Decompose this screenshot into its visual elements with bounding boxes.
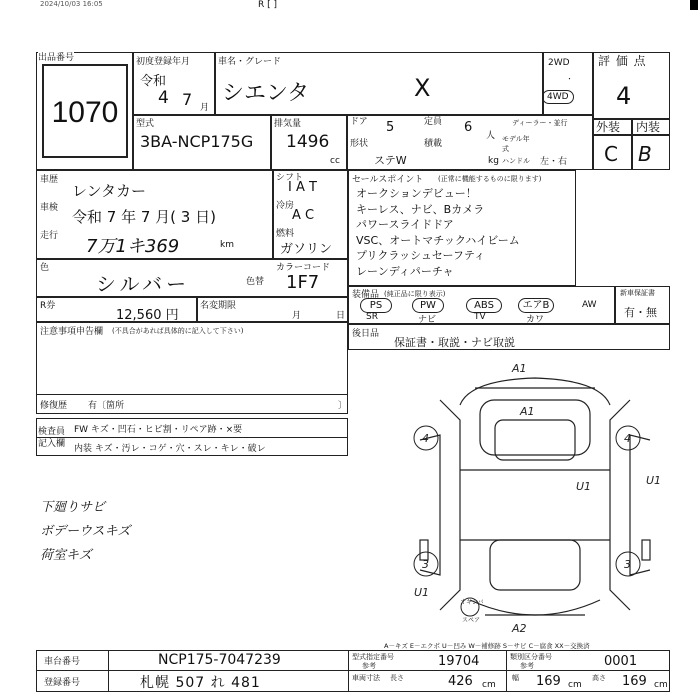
equip-leather: カワ: [526, 315, 545, 325]
selling-points-list: [356, 186, 520, 279]
color-change-label: 色替: [246, 277, 265, 287]
length-label: 長さ: [390, 674, 404, 682]
repair-value: 有〔箇所: [88, 401, 125, 411]
ac-label: 冷房: [276, 201, 295, 211]
width-unit: cm: [568, 680, 582, 690]
inspector-row-1: FW キズ・凹石・ヒビ割・リペア跡・×要: [74, 425, 243, 435]
height-value: 169: [622, 674, 647, 689]
selling-points-label: セールスポイント: [352, 175, 424, 185]
lot-box: [42, 64, 128, 158]
recycle-amount: 12,560 円: [116, 308, 179, 323]
inspector-label-2: 記入欄: [38, 439, 66, 449]
model-label: 型式: [136, 119, 155, 129]
drive-4wd-circled: 4WD: [542, 90, 574, 104]
handwritten-note-3: 荷室キズ: [40, 548, 92, 563]
car-damage-diagram: [400, 360, 670, 640]
kg-unit: kg: [488, 156, 499, 166]
reg-year: 4: [158, 88, 169, 108]
length-value: 426: [448, 674, 473, 689]
spare-mark: オキシバ: [460, 599, 484, 606]
doors-label: ドア: [350, 117, 368, 127]
first-reg-label: 初度登録年月: [136, 57, 191, 67]
chassis-number: NCP175-7047239: [158, 652, 281, 668]
corner-mark: [690, 0, 698, 10]
mileage-value: 7万1キ369: [86, 236, 180, 257]
shift-label: シフト: [276, 173, 304, 183]
exterior-grade: C: [604, 142, 618, 166]
month-unit: 月: [200, 103, 210, 113]
ref-label: 参考: [362, 662, 376, 670]
displacement-label: 排気量: [274, 119, 302, 129]
selling-point: プリクラッシュセーフティ: [356, 249, 486, 262]
lot-label: 出品番号: [38, 50, 74, 63]
color-value: シルバー: [96, 272, 191, 296]
reg-month: 7: [182, 90, 193, 109]
lot-number: 1070: [51, 96, 119, 129]
color-label: 色: [40, 263, 50, 273]
timestamp: 2024/10/03 16:05: [40, 0, 103, 8]
repair-label: 修復歴: [40, 401, 68, 411]
damage-mark: U1: [646, 474, 662, 487]
equip-ps: PS: [360, 298, 392, 313]
interior-label: 内装: [636, 120, 661, 134]
exterior-label: 外装: [596, 120, 621, 134]
type-no-label: 型式指定番号: [352, 653, 394, 661]
equipment-sublabel: (純正品に限り表示): [384, 290, 446, 298]
selling-point: VSC、オートマチックハイビーム: [356, 233, 520, 247]
grade: X: [414, 74, 431, 102]
damage-mark: 4: [422, 432, 429, 445]
model: 3BA-NCP175G: [140, 132, 254, 151]
damage-mark: U1: [576, 480, 592, 493]
repair-close: 〕: [338, 401, 348, 411]
damage-mark: A2: [512, 622, 527, 635]
handle-label: ハンドル: [502, 157, 530, 165]
car-name-label: 車名・グレード: [218, 57, 282, 67]
type-number: 19704: [438, 654, 480, 669]
equip-airbag: エアB: [518, 298, 554, 313]
equip-abs: ABS: [466, 298, 502, 313]
equip-tv: TV: [474, 312, 486, 322]
capacity-label: 定員: [424, 117, 443, 127]
km-unit: km: [220, 240, 234, 250]
color-code: 1F7: [286, 272, 320, 293]
shape: ステW: [374, 154, 407, 167]
expiry-month: 月: [292, 311, 302, 321]
inspector-label: 検査員: [38, 427, 66, 437]
class-no-label: 類別区分番号: [510, 653, 552, 661]
equip-sr: SR: [366, 312, 378, 322]
score-label: 評 価 点: [598, 54, 647, 68]
width-label: 幅: [512, 674, 519, 682]
drive-2wd: 2WD: [548, 58, 570, 68]
equip-aw: AW: [582, 300, 597, 310]
handwritten-note-1: 下廻りサビ: [40, 500, 106, 515]
interior-grade: B: [638, 142, 652, 166]
plate-number: 札幌 507 れ 481: [140, 675, 261, 691]
selling-point: レーンディパーチャ: [356, 264, 454, 278]
load-label: 積載: [424, 139, 443, 149]
doors: 5: [386, 120, 395, 135]
selling-point: オークションデビュー！: [356, 187, 477, 200]
fuel-label: 燃料: [276, 229, 295, 239]
color-code-label: カラーコード: [276, 263, 331, 273]
mileage-label: 走行: [40, 231, 59, 241]
damage-mark: 4: [624, 432, 631, 445]
post-input-label: 後日品: [352, 329, 380, 339]
displacement: 1496: [286, 132, 330, 152]
dealer-label: ディーラー・並行: [512, 119, 568, 127]
selling-point: キーレス、ナビ、Bカメラ: [356, 202, 485, 216]
size-label: 車両寸法: [352, 674, 380, 682]
damage-mark: A1: [520, 405, 535, 418]
history-value: レンタカー: [72, 182, 147, 200]
class-number: 0001: [604, 654, 638, 669]
ac-value: A C: [292, 208, 315, 223]
handle-value: 左・右: [540, 157, 568, 167]
history-label: 車歴: [40, 175, 59, 185]
post-input-value: 保証書・取説・ナビ取説: [394, 336, 515, 349]
person-unit: 人: [486, 131, 496, 141]
notes-label: 注意事項申告欄: [40, 327, 104, 337]
equipment-label: 装備品: [352, 290, 380, 300]
cc-unit: cc: [330, 156, 340, 166]
top-mark: R [ ]: [258, 0, 277, 10]
equip-navi: ナビ: [418, 315, 437, 325]
handwritten-note-2: ボデーウスキズ: [40, 524, 131, 539]
damage-mark: U1: [414, 586, 430, 599]
width-value: 169: [536, 674, 561, 689]
chassis-label: 車台番号: [44, 657, 81, 667]
length-unit: cm: [482, 680, 496, 690]
equip-pw: PW: [412, 298, 444, 313]
fuel-value: ガソリン: [280, 242, 333, 257]
recycle-label: R券: [40, 301, 56, 311]
selling-points-sublabel: (正常に機能するものに限ります): [438, 175, 542, 183]
model-year-label: モデル年式: [502, 135, 530, 153]
height-label: 高さ: [592, 674, 606, 682]
damage-legend: A－キズ E－エクボ U－凹み W－補修跡 S－サビ C－腐食 XX－交換済: [384, 642, 590, 650]
capacity: 6: [464, 120, 473, 135]
ref-label-2: 参考: [520, 662, 534, 670]
warranty-value: 有・無: [624, 306, 657, 319]
damage-mark: 3: [422, 558, 429, 571]
expiry-label: 名変期限: [200, 301, 237, 311]
inspection-value: 令和 7 年 7 月( 3 日): [72, 208, 216, 226]
damage-mark: 3: [624, 558, 631, 571]
shift-value: I A T: [288, 180, 317, 195]
era: 令和: [140, 74, 167, 89]
spare-label: スペア: [462, 617, 481, 624]
car-name: シエンタ: [222, 81, 310, 106]
inspector-row-2: 内装 キズ・汚レ・コゲ・穴・スレ・キレ・破レ: [74, 444, 266, 454]
expiry-day: 日: [336, 311, 346, 321]
notes-sublabel: (不具合があれば具体的に記入して下さい): [112, 327, 244, 335]
shape-label: 形状: [350, 139, 369, 149]
score-value: 4: [616, 82, 632, 110]
plate-label: 登録番号: [44, 678, 81, 688]
height-unit: cm: [654, 680, 668, 690]
inspection-label: 車検: [40, 203, 59, 213]
selling-point: パワースライドドア: [356, 218, 454, 231]
warranty-label: 新車保証書: [620, 289, 655, 297]
damage-mark: A1: [512, 362, 527, 375]
